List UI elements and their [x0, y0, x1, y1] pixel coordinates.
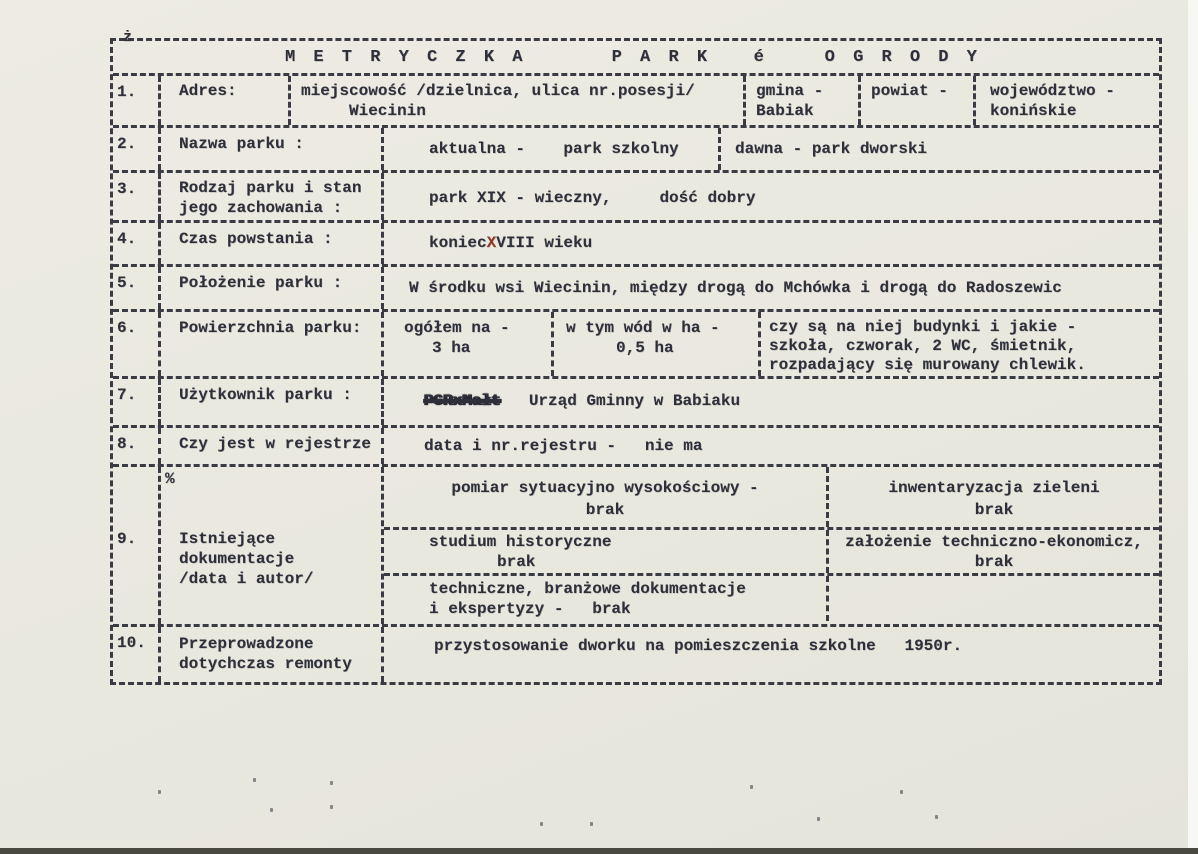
ink-speck: [253, 778, 256, 782]
ink-speck: [540, 822, 543, 826]
powiat-header: powiat -: [871, 82, 948, 100]
row-number: 9.: [117, 530, 137, 548]
miejscowosc-value: Wiecinin: [349, 102, 426, 120]
cell-miejscowosc: [288, 76, 743, 125]
inwentaryzacja-brak: brak: [974, 501, 1014, 519]
zalozenie-brak: brak: [974, 553, 1014, 571]
cell-zalozenie: [826, 530, 1159, 573]
cell-pomiar: [384, 467, 826, 527]
row-label-rejestr: Czy jest w rejestrze: [158, 428, 381, 464]
rejestr-value: data i nr.rejestru - nie ma: [381, 428, 1159, 464]
uzytkownik-value: [381, 379, 1159, 425]
row-number: 6.: [117, 319, 137, 337]
metryczka-table: [110, 29, 1162, 685]
row-dokumentacje: [113, 467, 1159, 627]
struck-out-text: PGRxMałt: [424, 392, 501, 410]
dokumentacje-subrow-studium: [384, 530, 1159, 576]
ink-speck: [330, 781, 333, 785]
row-rejestr: [113, 428, 1159, 467]
row-label-uzytkownik: Użytkownik parku :: [158, 379, 381, 425]
row-number: 7.: [117, 386, 137, 404]
czas-value-part: VIII wieku: [496, 234, 593, 252]
row-powierzchnia-parku: [113, 312, 1159, 379]
zalozenie-line: założenie techniczno-ekonomicz,: [845, 533, 1143, 551]
cell-ogolem: [381, 312, 551, 376]
techniczne-line: techniczne, branżowe dokumentacje: [429, 580, 746, 598]
dokumentacje-subrow-techniczne: [384, 576, 1159, 621]
row-rodzaj-parku: [113, 173, 1159, 223]
polozenie-value: W środku wsi Wiecinin, między drogą do Mchówka i drogą do Radoszewic: [381, 267, 1159, 309]
row-number: 4.: [117, 230, 137, 248]
document-title: M E T R Y C Z K A P A R K é O G R O D Y: [113, 41, 1159, 76]
row-label-polozenie: Położenie parku :: [158, 267, 381, 309]
ink-speck: [817, 817, 820, 821]
typed-correction-x: X: [486, 234, 497, 252]
ink-speck: [158, 790, 161, 794]
pomiar-line: pomiar sytuacyjno wysokościowy -: [451, 479, 759, 497]
label-line: Istniejące: [179, 530, 276, 548]
row-number: 5.: [117, 274, 137, 292]
row-nazwa-parku: [113, 128, 1159, 173]
cell-wojewodztwo: [973, 76, 1159, 125]
cell-powiat: [858, 76, 973, 125]
stray-typed-mark: ż: [123, 29, 133, 46]
cell-inwentaryzacja: [826, 467, 1159, 527]
remonty-value: przystosowanie dworku na pomieszczenia szkolne 1950r.: [381, 627, 1159, 682]
label-line: dokumentacje: [179, 550, 295, 568]
dokumentacje-grid: [381, 467, 1159, 624]
row-number: 2.: [117, 135, 137, 153]
scan-edge-right: [1188, 0, 1198, 854]
cell-gmina: [743, 76, 858, 125]
scan-edge-bottom: [0, 848, 1198, 854]
czas-value: [381, 223, 1159, 264]
ogolem-value: 3 ha: [432, 339, 471, 357]
row-number: 8.: [117, 435, 137, 453]
label-line: Rodzaj parku i stan: [179, 179, 362, 197]
label-line: dotychczas remonty: [179, 655, 352, 673]
cell-techniczne: [384, 576, 826, 621]
cell-budynki: [758, 312, 1159, 376]
techniczne-line: i ekspertyzy - brak: [429, 600, 631, 618]
budynki-line: czy są na niej budynki i jakie -: [769, 318, 1077, 336]
row-label-powierzchnia: Powierzchnia parku:: [158, 312, 381, 376]
czas-value-part: koniec: [429, 234, 487, 252]
label-line: Przeprowadzone: [179, 635, 314, 653]
gmina-header: gmina -: [756, 82, 824, 100]
row-czas-powstania: [113, 223, 1159, 267]
label-line: /data i autor/: [179, 570, 314, 588]
ink-speck: [330, 805, 333, 809]
wojewodztwo-value: konińskie: [990, 102, 1077, 120]
row-number: 1.: [117, 83, 137, 101]
nazwa-dawna: dawna - park dworski: [718, 128, 1159, 170]
studium-line: studium historyczne: [429, 533, 612, 551]
row-polozenie-parku: [113, 267, 1159, 312]
row-label-adres: Adres:: [158, 76, 288, 125]
nazwa-aktualna: aktualna - park szkolny: [381, 128, 718, 170]
row-number: 3.: [117, 180, 137, 198]
ink-speck: [900, 790, 903, 794]
wody-value: 0,5 ha: [616, 339, 674, 357]
pomiar-brak: brak: [585, 501, 625, 519]
inwentaryzacja-line: inwentaryzacja zieleni: [888, 479, 1100, 497]
ink-speck: [935, 815, 938, 819]
row-remonty: [113, 627, 1159, 682]
ogolem-header: ogółem na -: [404, 319, 510, 337]
row-label-nazwa: Nazwa parku :: [158, 128, 381, 170]
row-adres: [113, 76, 1159, 128]
stray-percent-mark: %: [165, 470, 175, 488]
budynki-line: rozpadający się murowany chlewik.: [769, 356, 1086, 374]
row-label-dokumentacje: [158, 467, 381, 624]
cell-empty: [826, 576, 1159, 621]
miejscowosc-header: miejscowość /dzielnica, ulica nr.posesji/: [301, 82, 695, 100]
wody-header: w tym wód w ha -: [566, 319, 720, 337]
uzytkownik-text: Urząd Gminny w Babiaku: [528, 392, 741, 410]
studium-brak: brak: [497, 553, 536, 571]
dokumentacje-subrow-pomiar: [384, 467, 1159, 530]
ink-speck: [270, 808, 273, 812]
budynki-line: szkoła, czworak, 2 WC, śmietnik,: [769, 337, 1077, 355]
row-label-czas: Czas powstania :: [158, 223, 381, 264]
wojewodztwo-header: województwo -: [990, 82, 1115, 100]
cell-wody: [551, 312, 758, 376]
ink-speck: [750, 785, 753, 789]
rodzaj-value: park XIX - wieczny, dość dobry: [381, 173, 1159, 220]
cell-studium: [384, 530, 826, 573]
gmina-value: Babiak: [756, 102, 814, 120]
row-label-rodzaj: [158, 173, 381, 220]
row-number: 10.: [117, 634, 146, 652]
row-uzytkownik-parku: [113, 379, 1159, 428]
row-label-remonty: [158, 627, 381, 682]
label-line: jego zachowania :: [179, 199, 343, 217]
ink-speck: [590, 822, 593, 826]
